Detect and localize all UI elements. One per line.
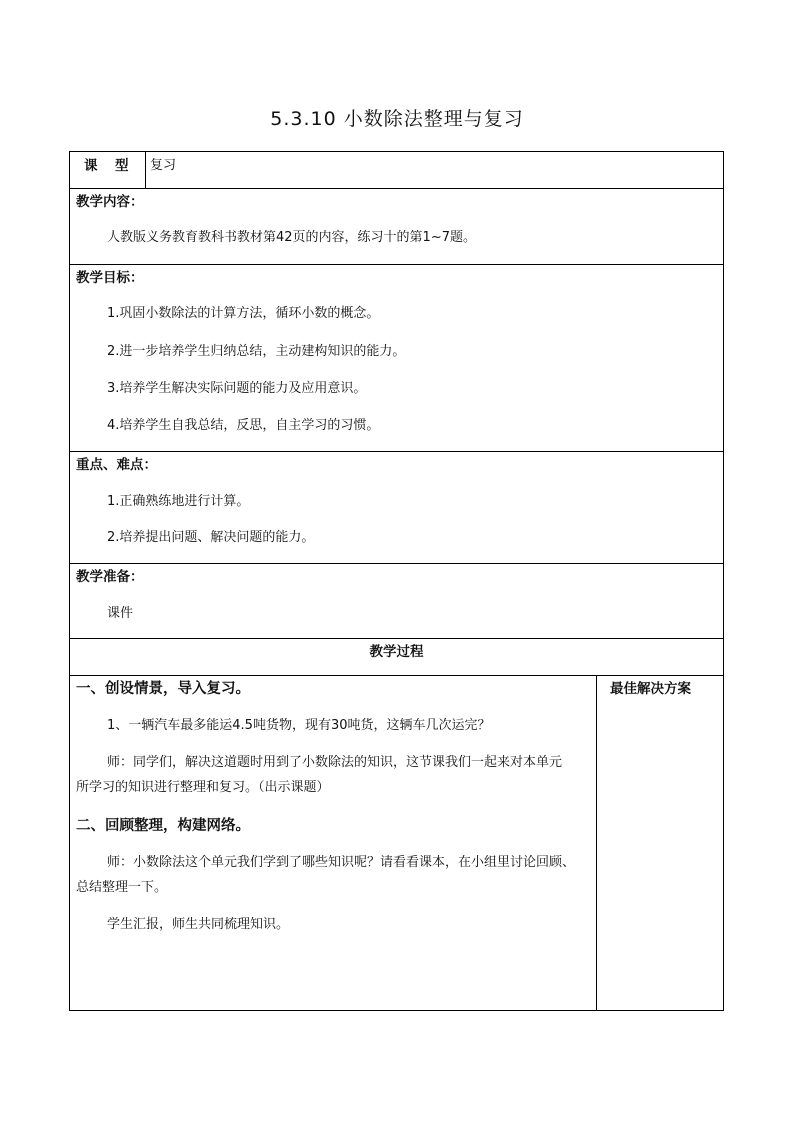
goal-item: 2.进一步培养学生归纳总结，主动建构知识的能力。 <box>107 344 406 359</box>
goal-item: 1.巩固小数除法的计算方法，循环小数的概念。 <box>107 306 380 321</box>
process-paragraph: 所学习的知识进行整理和复习。（出示课题） <box>76 780 330 795</box>
row-divider <box>70 188 723 189</box>
process-paragraph: 师：小数除法这个单元我们学到了哪些知识呢？请看看课本，在小组里讨论回顾、 <box>107 855 576 870</box>
goal-item: 3.培养学生解决实际问题的能力及应用意识。 <box>107 381 367 396</box>
column-divider <box>596 675 597 1010</box>
goals-heading: 教学目标： <box>76 270 144 286</box>
row-divider <box>70 638 723 639</box>
page-title: 5.3.10 小数除法整理与复习 <box>270 108 524 130</box>
process-paragraph: 学生汇报，师生共同梳理知识。 <box>107 917 290 932</box>
row-divider <box>70 563 723 564</box>
lesson-type-value: 复习 <box>150 158 177 173</box>
lesson-type-label: 课 型 <box>84 158 131 174</box>
process-paragraph: 1、一辆汽车最多能运4.5吨货物，现有30吨货，这辆车几次运完？ <box>107 718 491 733</box>
key-points-heading: 重点、难点： <box>76 457 157 473</box>
key-point-item: 2.培养提出问题、解决问题的能力。 <box>107 530 315 545</box>
goal-item: 4.培养学生自我总结，反思，自主学习的习惯。 <box>107 418 380 433</box>
column-divider <box>145 152 146 188</box>
best-solution-heading: 最佳解决方案 <box>610 681 691 697</box>
content-text: 人教版义务教育教科书教材第42页的内容，练习十的第1~7题。 <box>107 230 476 245</box>
lesson-plan-table <box>69 151 724 1011</box>
content-heading: 教学内容： <box>76 194 144 210</box>
row-divider <box>70 675 723 676</box>
row-divider <box>70 264 723 265</box>
row-divider <box>70 451 723 452</box>
section-heading: 一、创设情景，导入复习。 <box>76 681 250 697</box>
preparation-text: 课件 <box>107 606 134 621</box>
key-point-item: 1.正确熟练地进行计算。 <box>107 494 250 509</box>
process-paragraph: 总结整理一下。 <box>76 880 168 895</box>
preparation-heading: 教学准备： <box>76 569 144 585</box>
section-heading: 二、回顾整理，构建网络。 <box>76 818 250 834</box>
process-heading: 教学过程 <box>369 644 424 660</box>
process-paragraph: 师：同学们，解决这道题时用到了小数除法的知识，这节课我们一起来对本单元 <box>107 755 563 770</box>
